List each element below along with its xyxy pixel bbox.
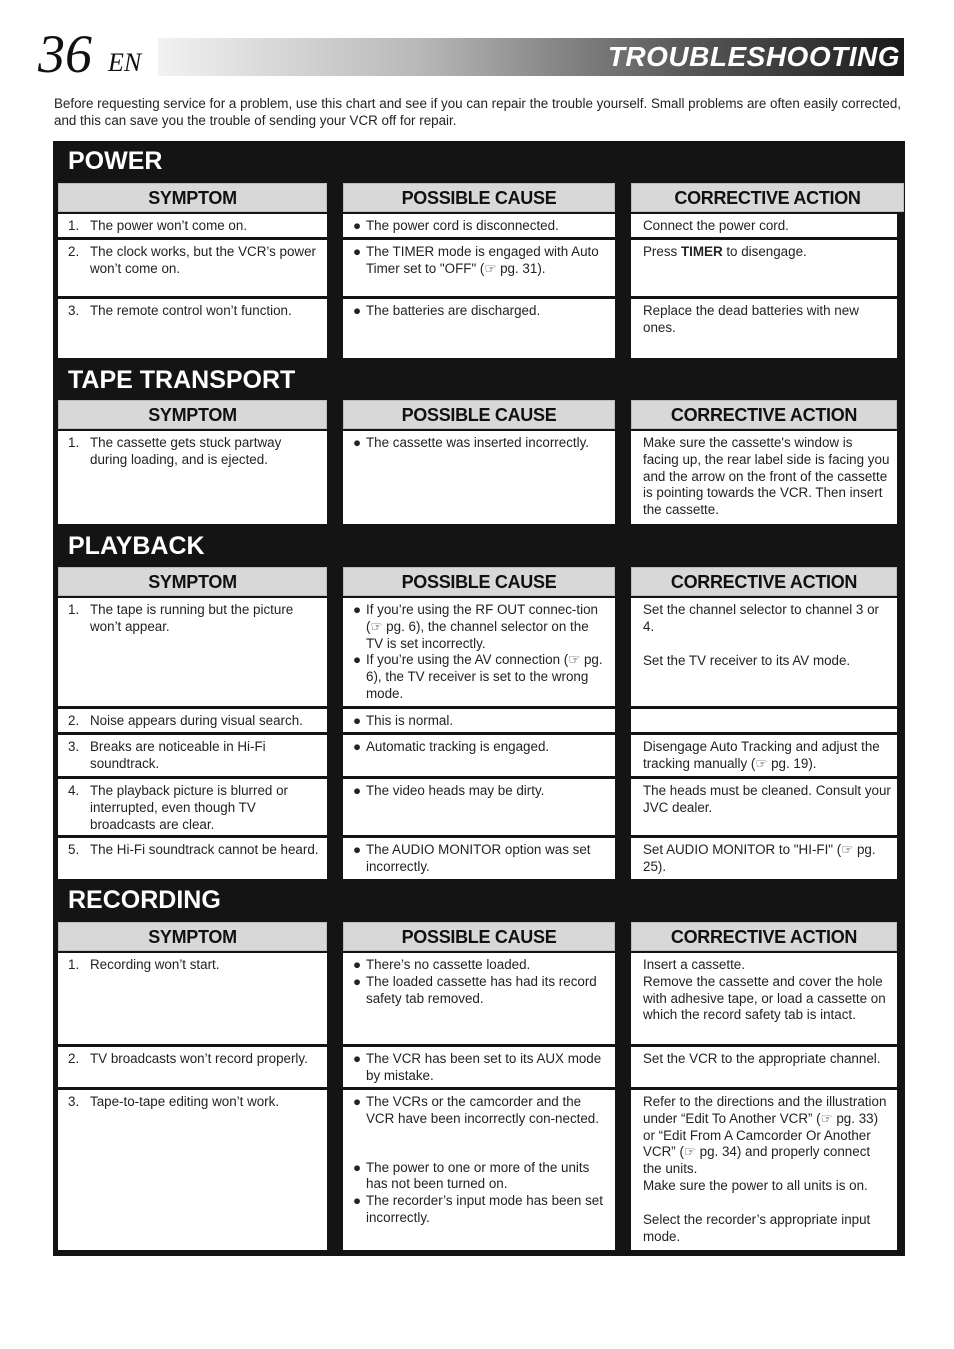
- table-row-action: [631, 779, 897, 835]
- symptom-text: TV broadcasts won’t record properly.: [90, 1051, 308, 1066]
- col-header-symptom: SYMPTOM: [58, 567, 327, 596]
- table-row-action: [631, 735, 897, 776]
- cause-text: The recorder’s input mode has been set incorrectly.: [366, 1193, 603, 1225]
- page-header: [38, 24, 904, 84]
- symptom-text: The tape is running but the picture won’t appear.: [90, 602, 294, 634]
- table-row-action: [631, 953, 897, 1044]
- table-row-symptom: 1. The power won’t come on.: [58, 214, 327, 237]
- action-text: Make sure the power to all units is on.: [643, 1177, 868, 1193]
- col-header-cause: POSSIBLE CAUSE: [343, 567, 615, 596]
- cause-text: If you’re using the AV connection (☞ pg. 6), the TV receiver is set to the wrong mode.: [366, 652, 603, 701]
- action-text: Press TIMER to disengage.: [643, 244, 807, 259]
- timer-key-label: TIMER: [680, 244, 723, 259]
- action-text: Make sure the cassette's window is facing up, the rear label side is facing you and the arrow on the front of the cassette is pointing towards the VCR. Then insert the cassette.: [643, 435, 890, 518]
- table-row-action: [631, 240, 897, 296]
- intro-text: Before requesting service for a problem, use this chart and see if you can repair the trouble yourself. Small problems are often easily corrected, and this can save you the trouble of sending your VCR off for repair.: [54, 96, 902, 128]
- table-row-symptom: 3. The remote control won’t function.: [58, 299, 327, 358]
- symptom-text: Noise appears during visual search.: [90, 713, 303, 728]
- action-text: Set the TV receiver to its AV mode.: [643, 652, 851, 668]
- cause-text: The VCRs or the camcorder and the VCR have been incorrectly con-nected.: [366, 1094, 599, 1126]
- symptom-text: Breaks are noticeable in Hi-Fi soundtrack.: [90, 739, 266, 771]
- table-row-cause: ● Automatic tracking is engaged.: [343, 735, 615, 776]
- action-text: Set the VCR to the appropriate channel.: [643, 1051, 881, 1066]
- table-row-action: [631, 431, 897, 524]
- symptom-text: The clock works, but the VCR’s power won’t come on.: [90, 244, 316, 276]
- table-row-action: [631, 214, 897, 237]
- cause-text: The power cord is disconnected.: [366, 218, 559, 233]
- table-row-cause: ● If you’re using the RF OUT connec-tion (☞ pg. 6), the channel selector on the TV is set incorrectly. ● If you’re using the AV connection (☞ pg. 6), the TV receiver is set to the wrong mode.: [343, 598, 615, 706]
- table-row-symptom: 3. Tape-to-tape editing won’t work.: [58, 1090, 327, 1250]
- cause-text: The AUDIO MONITOR option was set incorrectly.: [366, 842, 591, 874]
- cause-text: The power to one or more of the units has not been turned on.: [366, 1159, 590, 1192]
- table-row-action: [631, 1090, 897, 1250]
- action-text: Connect the power cord.: [643, 218, 789, 233]
- action-text: Insert a cassette.: [643, 957, 745, 972]
- symptom-text: The playback picture is blurred or interrupted, even though TV broadcasts are clear.: [90, 783, 288, 832]
- section-title-tape-transport: TAPE TRANSPORT: [68, 366, 296, 394]
- table-row-cause: ● This is normal.: [343, 709, 615, 732]
- table-row-symptom: 1. The tape is running but the picture won’t appear.: [58, 598, 327, 706]
- action-text: Set the channel selector to channel 3 or 4.: [643, 602, 879, 634]
- col-header-symptom: SYMPTOM: [58, 183, 327, 212]
- symptom-text: The power won’t come on.: [90, 218, 248, 233]
- cause-text: The cassette was inserted incorrectly.: [366, 435, 590, 450]
- table-row-cause: ● The TIMER mode is engaged with Auto Timer set to "OFF" (☞ pg. 31).: [343, 240, 615, 296]
- table-row-symptom: 2. TV broadcasts won’t record properly.: [58, 1047, 327, 1087]
- action-text: Replace the dead batteries with new ones.: [643, 303, 859, 335]
- cause-text: Automatic tracking is engaged.: [366, 739, 550, 754]
- col-header-symptom: SYMPTOM: [58, 922, 327, 951]
- section-title-power: POWER: [68, 147, 163, 175]
- action-text: Select the recorder’s appropriate input mode.: [643, 1211, 871, 1244]
- symptom-text: Recording won’t start.: [90, 957, 220, 972]
- table-row-action: [631, 598, 897, 706]
- cause-text: This is normal.: [366, 713, 454, 728]
- table-row-cause: ● The batteries are discharged.: [343, 299, 615, 358]
- action-text: Refer to the directions and the illustration under “Edit To Another VCR” (☞ pg. 33) or “Edit From A Camcorder Or Another VCR” (☞ pg. 34) and properly connect the units.: [643, 1094, 887, 1177]
- table-row-cause: ● There’s no cassette loaded. ● The loaded cassette has had its record safety tab removed.: [343, 953, 615, 1044]
- title-bar: [158, 38, 904, 76]
- table-row-symptom: 1. Recording won’t start.: [58, 953, 327, 1044]
- col-header-cause: POSSIBLE CAUSE: [343, 922, 615, 951]
- table-row-action: [631, 838, 897, 879]
- cause-text: The video heads may be dirty.: [366, 783, 545, 798]
- action-text: Set AUDIO MONITOR to "HI-FI" (☞ pg. 25).: [643, 842, 876, 874]
- symptom-text: The remote control won’t function.: [90, 303, 292, 318]
- table-row-cause: ● The cassette was inserted incorrectly.: [343, 431, 615, 524]
- col-header-action: CORRECTIVE ACTION: [631, 183, 904, 212]
- table-row-cause: ● The video heads may be dirty.: [343, 779, 615, 835]
- cause-text: There’s no cassette loaded.: [366, 957, 531, 972]
- table-row-action: [631, 709, 897, 732]
- cause-text: The batteries are discharged.: [366, 303, 541, 318]
- col-header-cause: POSSIBLE CAUSE: [343, 400, 615, 429]
- table-row-symptom: 4. The playback picture is blurred or interrupted, even though TV broadcasts are clear.: [58, 779, 327, 835]
- col-header-action: CORRECTIVE ACTION: [631, 567, 897, 596]
- table-row-symptom: 2. The clock works, but the VCR’s power won’t come on.: [58, 240, 327, 296]
- section-title-playback: PLAYBACK: [68, 532, 205, 560]
- cause-text: The VCR has been set to its AUX mode by mistake.: [366, 1051, 602, 1083]
- page-title: TROUBLESHOOTING: [607, 41, 900, 72]
- action-text: Disengage Auto Tracking and adjust the tracking manually (☞ pg. 19).: [643, 739, 880, 771]
- table-row-cause: ● The VCRs or the camcorder and the VCR have been incorrectly con-nected. ● The power to one or more of the units has not been turned on. ● The recorder’s input mode has been set incorrectly.: [343, 1090, 615, 1250]
- page-language: EN: [108, 48, 142, 77]
- symptom-text: The cassette gets stuck partway during loading, and is ejected.: [90, 435, 282, 467]
- cause-text: The loaded cassette has had its record safety tab removed.: [366, 973, 597, 1006]
- page-number: 36: [38, 24, 92, 84]
- table-row-cause: ● The VCR has been set to its AUX mode by mistake.: [343, 1047, 615, 1087]
- action-text: Remove the cassette and cover the hole with adhesive tape, or load a cassette on which the record safety tab is intact.: [643, 973, 886, 1023]
- section-title-recording: RECORDING: [68, 886, 221, 914]
- symptom-text: Tape-to-tape editing won’t work.: [90, 1094, 280, 1109]
- table-row-action: [631, 299, 897, 358]
- table-row-symptom: 3. Breaks are noticeable in Hi-Fi soundtrack.: [58, 735, 327, 776]
- table-row-action: [631, 1047, 897, 1087]
- action-text: The heads must be cleaned. Consult your JVC dealer.: [643, 783, 891, 815]
- col-header-action: CORRECTIVE ACTION: [631, 400, 897, 429]
- cause-text: If you’re using the RF OUT connec-tion (☞ pg. 6), the channel selector on the TV is set incorrectly.: [366, 602, 598, 651]
- col-header-symptom: SYMPTOM: [58, 400, 327, 429]
- symptom-text: The Hi-Fi soundtrack cannot be heard.: [90, 842, 319, 857]
- table-row-cause: ● The power cord is disconnected.: [343, 214, 615, 237]
- table-row-symptom: 5. The Hi-Fi soundtrack cannot be heard.: [58, 838, 327, 879]
- table-row-cause: ● The AUDIO MONITOR option was set incorrectly.: [343, 838, 615, 879]
- col-header-cause: POSSIBLE CAUSE: [343, 183, 615, 212]
- table-row-symptom: 2. Noise appears during visual search.: [58, 709, 327, 732]
- col-header-action: CORRECTIVE ACTION: [631, 922, 897, 951]
- table-row-symptom: 1. The cassette gets stuck partway during loading, and is ejected.: [58, 431, 327, 524]
- cause-text: The TIMER mode is engaged with Auto Timer set to "OFF" (☞ pg. 31).: [366, 244, 599, 276]
